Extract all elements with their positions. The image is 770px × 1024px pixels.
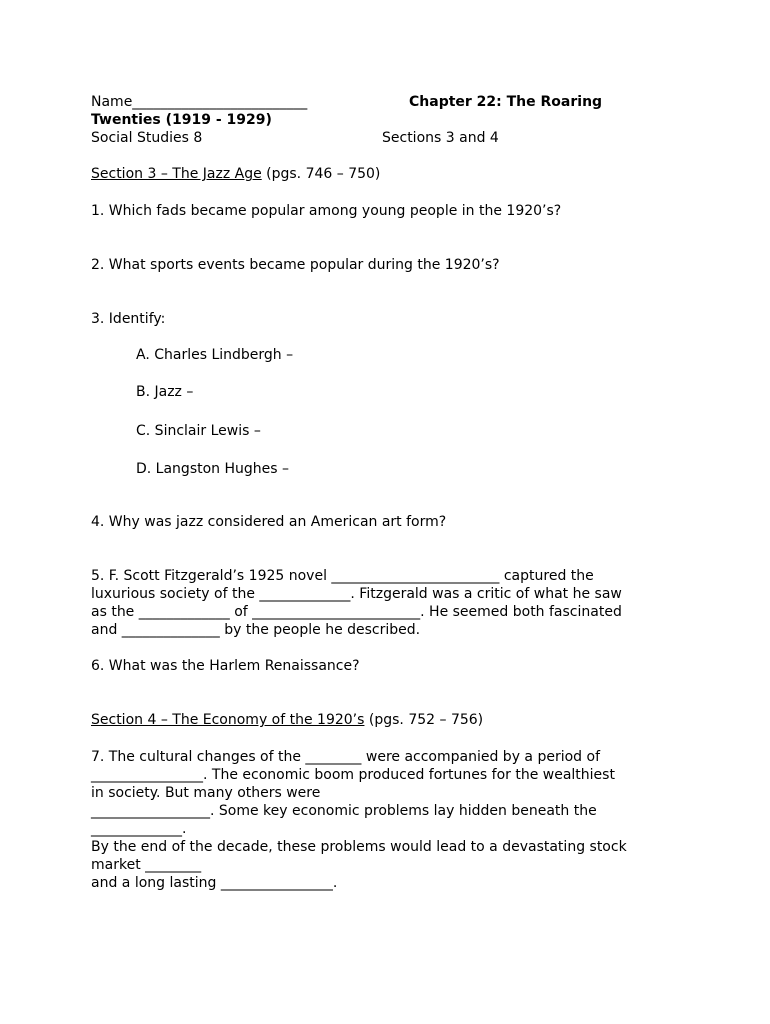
question-3-item-a: A. Charles Lindbergh –: [136, 347, 294, 363]
question-1: 1. Which fads became popular among young people in the 1920’s?: [91, 203, 562, 219]
section-4-pages: (pgs. 752 – 756): [364, 712, 484, 728]
course-label: Social Studies 8: [91, 130, 203, 146]
question-4: 4. Why was jazz considered an American art form?: [91, 514, 447, 530]
question-7-line-7: market ________: [91, 857, 202, 873]
question-5-line-3: as the _____________ of ________________________. He seemed both fascinated: [91, 604, 622, 620]
section-3-pages: (pgs. 746 – 750): [261, 166, 381, 182]
chapter-title-continued: Twenties (1919 - 1929): [91, 112, 272, 128]
section-3-title: Section 3 – The Jazz Age: [91, 166, 262, 182]
question-3-item-b: B. Jazz –: [136, 384, 194, 400]
section-4-heading: [91, 711, 483, 729]
question-7-line-1: 7. The cultural changes of the ________ were accompanied by a period of: [91, 749, 601, 765]
question-7-line-3: in society. But many others were: [91, 785, 321, 801]
question-5-line-1: 5. F. Scott Fitzgerald’s 1925 novel ________________________ captured the: [91, 568, 594, 584]
sections-label: Sections 3 and 4: [382, 130, 499, 146]
question-7-line-8: and a long lasting ________________.: [91, 875, 338, 891]
question-2: 2. What sports events became popular during the 1920’s?: [91, 257, 500, 273]
question-6: 6. What was the Harlem Renaissance?: [91, 658, 360, 674]
question-3: 3. Identify:: [91, 311, 166, 327]
question-3-item-c: C. Sinclair Lewis –: [136, 423, 261, 439]
name-field-label: Name_________________________: [91, 94, 308, 110]
section-3-heading: [91, 165, 380, 183]
chapter-title: Chapter 22: The Roaring: [409, 94, 603, 110]
section-4-title: Section 4 – The Economy of the 1920’s: [91, 712, 365, 728]
question-7-line-6: By the end of the decade, these problems would lead to a devastating stock: [91, 839, 627, 855]
question-5-line-2: luxurious society of the _____________. Fitzgerald was a critic of what he saw: [91, 586, 622, 602]
question-7-line-4: _________________. Some key economic problems lay hidden beneath the: [91, 803, 597, 819]
question-5-line-4: and ______________ by the people he described.: [91, 622, 421, 638]
question-7-line-5: _____________.: [91, 821, 187, 837]
question-7-line-2: ________________. The economic boom produced fortunes for the wealthiest: [91, 767, 615, 783]
question-3-item-d: D. Langston Hughes –: [136, 461, 290, 477]
